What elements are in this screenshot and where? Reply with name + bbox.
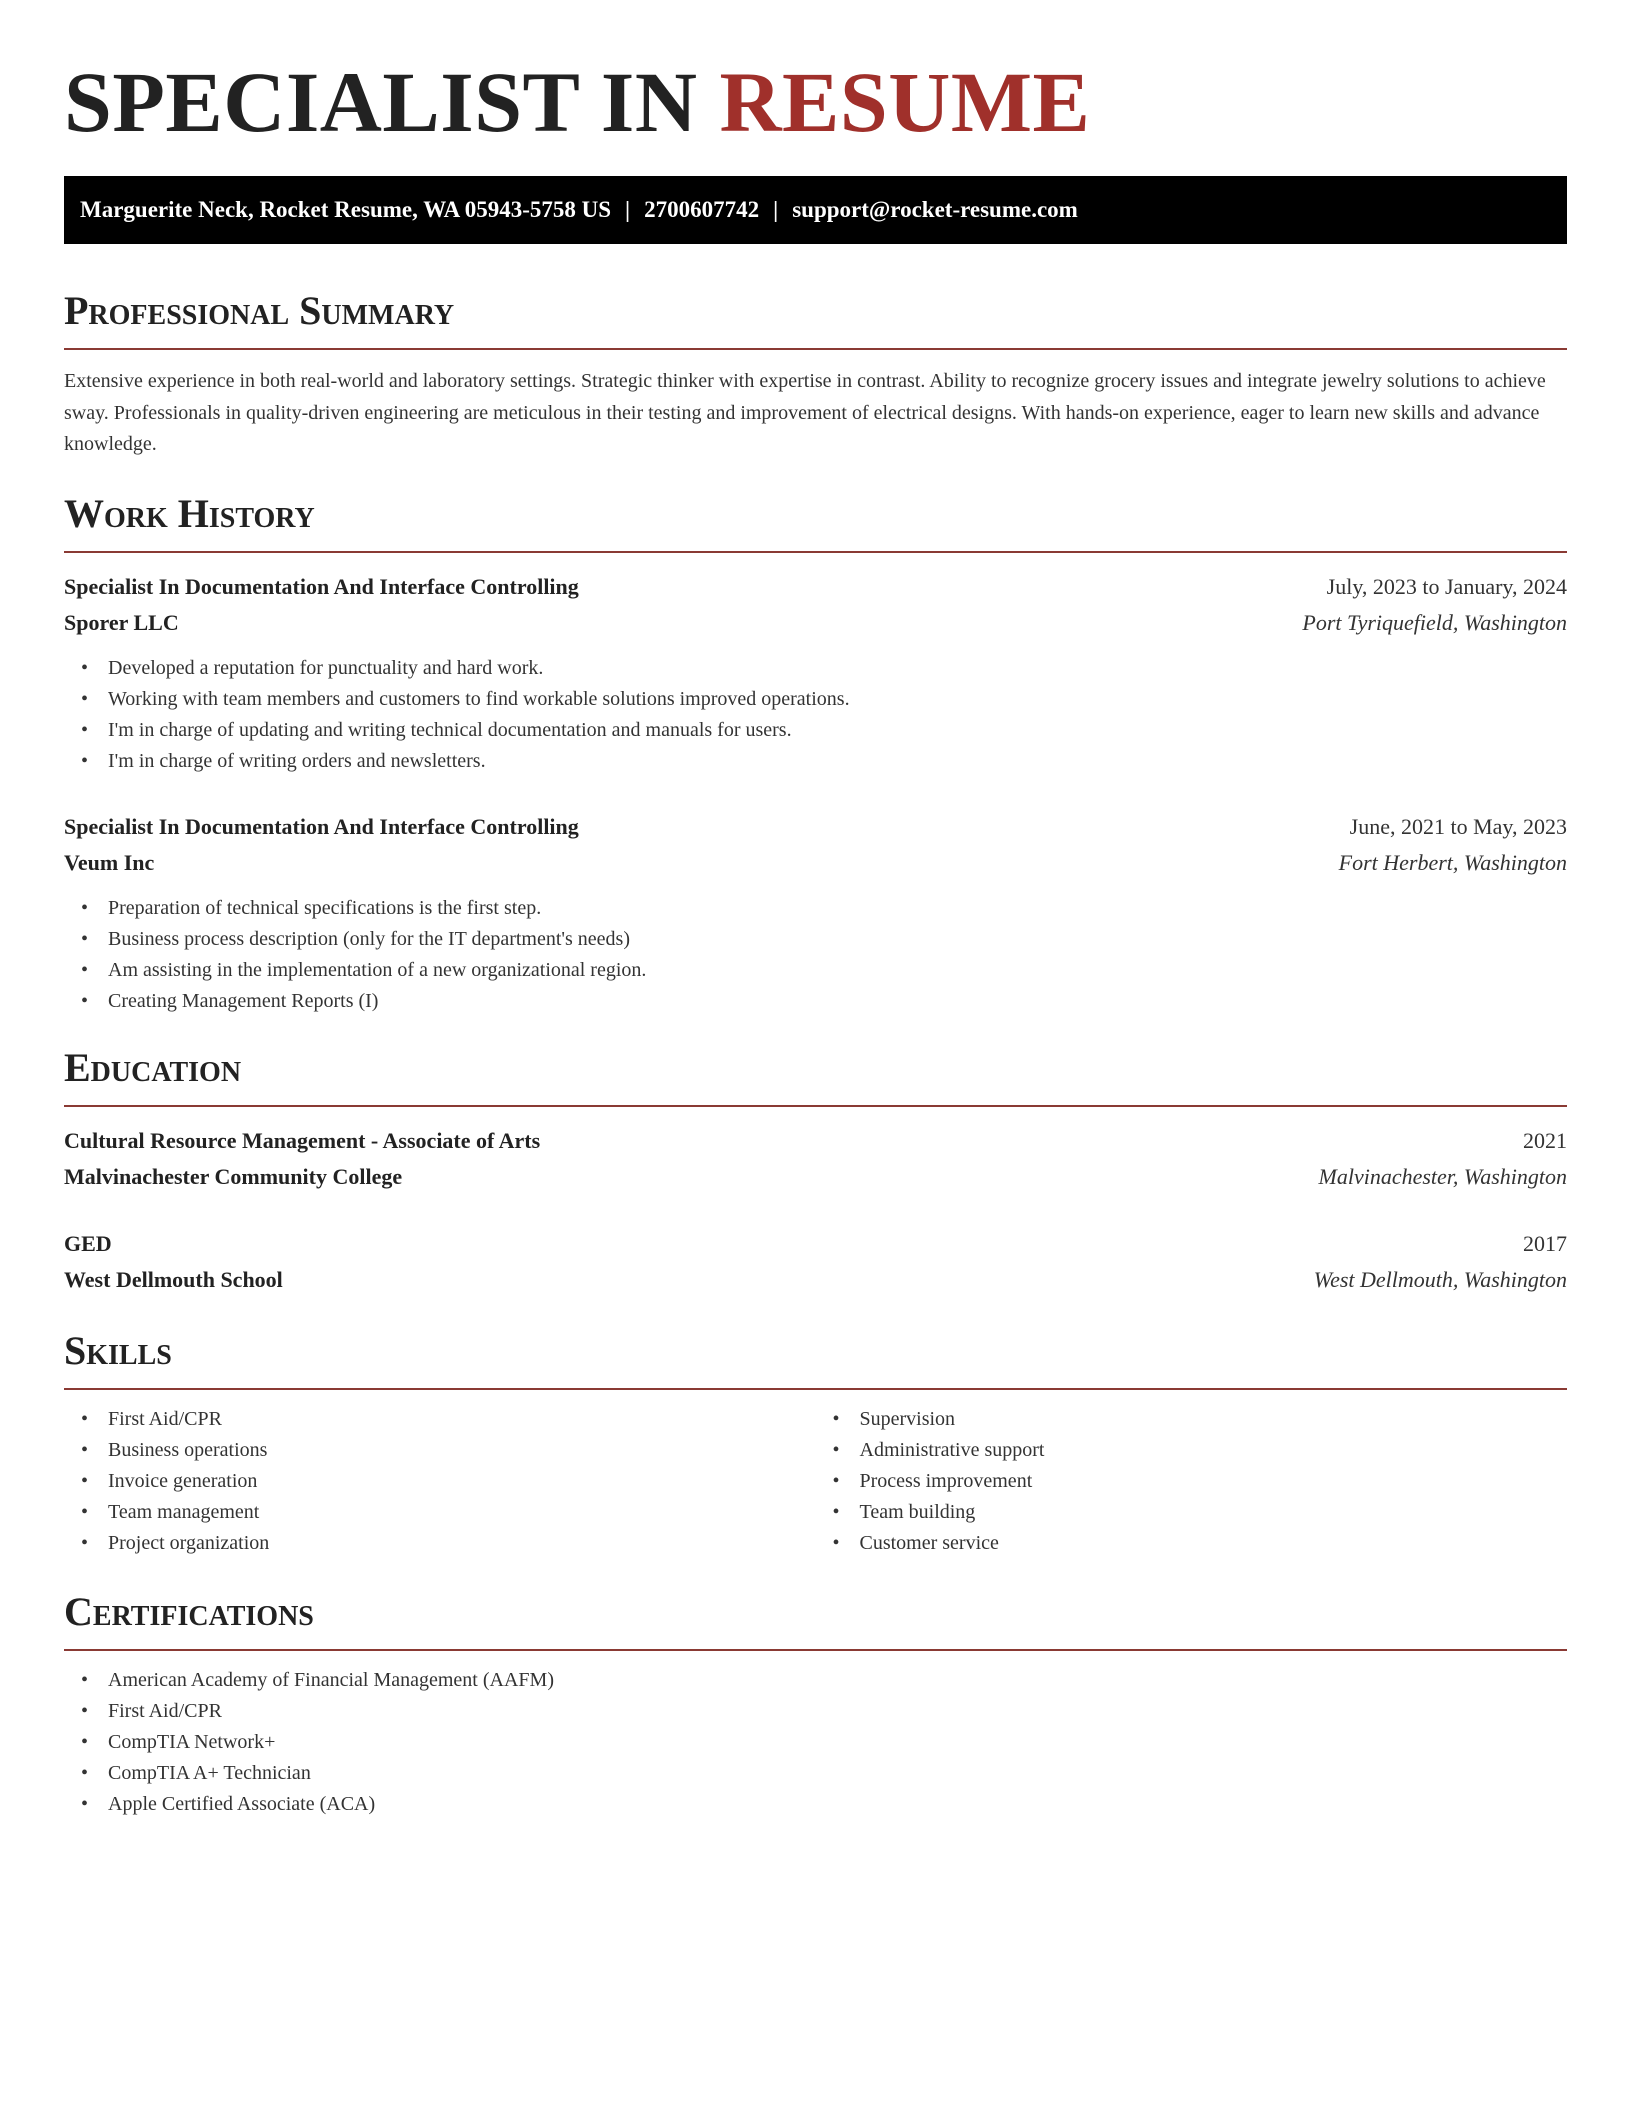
contact-address: Marguerite Neck, Rocket Resume, WA 05943-5758 US — [80, 197, 612, 222]
skills-list-left — [64, 1404, 816, 1559]
education-location: West Dellmouth, Washington — [1313, 1266, 1567, 1292]
list-item: • I'm in charge of writing orders and newsletters. — [108, 746, 1567, 777]
list-item: • Team building — [860, 1497, 1568, 1528]
contact-phone[interactable]: 2700607742 — [644, 197, 760, 222]
skills-heading: Skills — [64, 1327, 172, 1373]
resume-title — [64, 0, 1567, 152]
job-title: Specialist In Documentation And Interface Controlling — [64, 573, 579, 599]
section-divider — [64, 551, 1567, 553]
contact-separator: | — [625, 197, 631, 222]
education-entry — [64, 1123, 1567, 1195]
work-history-section — [64, 489, 1567, 1017]
skills-grid — [64, 1404, 1567, 1559]
summary-text: Extensive experience in both real-world and laboratory settings. Strategic thinker with expertise in contrast. Ability to recognize grocery issues and integrate jewelry solutions to achieve sway. Professionals in quality-driven engineering are meticulous in their testing and improvement of electrical designs. With hands-on experience, eager to learn new skills and advance knowledge. — [64, 370, 1546, 455]
resume-page — [64, 0, 1567, 1820]
education-heading: Education — [64, 1044, 242, 1090]
job-company-row — [64, 845, 1567, 881]
list-item: • First Aid/CPR — [108, 1404, 816, 1435]
list-item: • Project organization — [108, 1528, 816, 1559]
section-divider — [64, 1649, 1567, 1651]
education-school: Malvinachester Community College — [64, 1163, 403, 1189]
education-year: 2021 — [1523, 1127, 1567, 1153]
education-school-row — [64, 1159, 1567, 1195]
list-item: • Creating Management Reports (I) — [108, 986, 1567, 1017]
education-degree: GED — [64, 1230, 112, 1256]
title-main: SPECIALIST IN — [64, 54, 720, 150]
summary-heading: Professional Summary — [64, 288, 455, 333]
list-item: • Team management — [108, 1497, 816, 1528]
job-header-row — [64, 809, 1567, 845]
list-item: • Business process description (only for the IT department's needs) — [108, 924, 1567, 955]
list-item: • CompTIA A+ Technician — [108, 1758, 1567, 1789]
list-item: • Developed a reputation for punctuality and hard work. — [108, 653, 1567, 684]
job-location: Port Tyriquefield, Washington — [1302, 609, 1567, 635]
contact-separator: | — [773, 197, 779, 222]
list-item: • Apple Certified Associate (ACA) — [108, 1789, 1567, 1820]
job-title: Specialist In Documentation And Interface Controlling — [64, 813, 579, 839]
list-item: • Administrative support — [860, 1435, 1568, 1466]
list-item: • CompTIA Network+ — [108, 1727, 1567, 1758]
skills-list-right — [816, 1404, 1568, 1559]
education-location: Malvinachester, Washington — [1318, 1163, 1567, 1189]
skills-section — [64, 1326, 1567, 1559]
list-item: • Process improvement — [860, 1466, 1568, 1497]
education-section — [64, 1043, 1567, 1298]
list-item: • Customer service — [860, 1528, 1568, 1559]
title-accent: RESUME — [719, 54, 1091, 150]
education-degree-row — [64, 1123, 1567, 1159]
contact-bar — [64, 176, 1567, 244]
section-divider — [64, 348, 1567, 350]
job-location: Fort Herbert, Washington — [1338, 849, 1567, 875]
list-item: • Supervision — [860, 1404, 1568, 1435]
certifications-section — [64, 1587, 1567, 1820]
certifications-heading: Certifications — [64, 1588, 314, 1634]
job-header-row — [64, 569, 1567, 605]
list-item: • Invoice generation — [108, 1466, 816, 1497]
list-item: • Business operations — [108, 1435, 816, 1466]
job-company: Sporer LLC — [64, 609, 179, 635]
list-item: • Working with team members and customers to find workable solutions improved operations. — [108, 684, 1567, 715]
section-divider — [64, 1105, 1567, 1107]
section-divider — [64, 1388, 1567, 1390]
job-company: Veum Inc — [64, 849, 155, 875]
education-entry — [64, 1226, 1567, 1298]
education-degree: Cultural Resource Management - Associate of Arts — [64, 1127, 541, 1153]
summary-section — [64, 286, 1567, 461]
work-history-heading: Work History — [64, 490, 315, 536]
job-duties-list — [64, 893, 1567, 1017]
job-dates: July, 2023 to January, 2024 — [1326, 573, 1567, 599]
list-item: • First Aid/CPR — [108, 1696, 1567, 1727]
job-entry — [64, 809, 1567, 1017]
education-school-row — [64, 1262, 1567, 1298]
list-item: • Preparation of technical specifications is the first step. — [108, 893, 1567, 924]
job-dates: June, 2021 to May, 2023 — [1349, 813, 1567, 839]
job-company-row — [64, 605, 1567, 641]
contact-email[interactable]: support@rocket-resume.com — [792, 197, 1078, 222]
certifications-list — [64, 1665, 1567, 1820]
list-item: • American Academy of Financial Management (AAFM) — [108, 1665, 1567, 1696]
job-entry — [64, 569, 1567, 777]
education-year: 2017 — [1523, 1230, 1567, 1256]
education-school: West Dellmouth School — [64, 1266, 283, 1292]
list-item: • I'm in charge of updating and writing technical documentation and manuals for users. — [108, 715, 1567, 746]
education-degree-row — [64, 1226, 1567, 1262]
job-duties-list — [64, 653, 1567, 777]
list-item: • Am assisting in the implementation of a new organizational region. — [108, 955, 1567, 986]
